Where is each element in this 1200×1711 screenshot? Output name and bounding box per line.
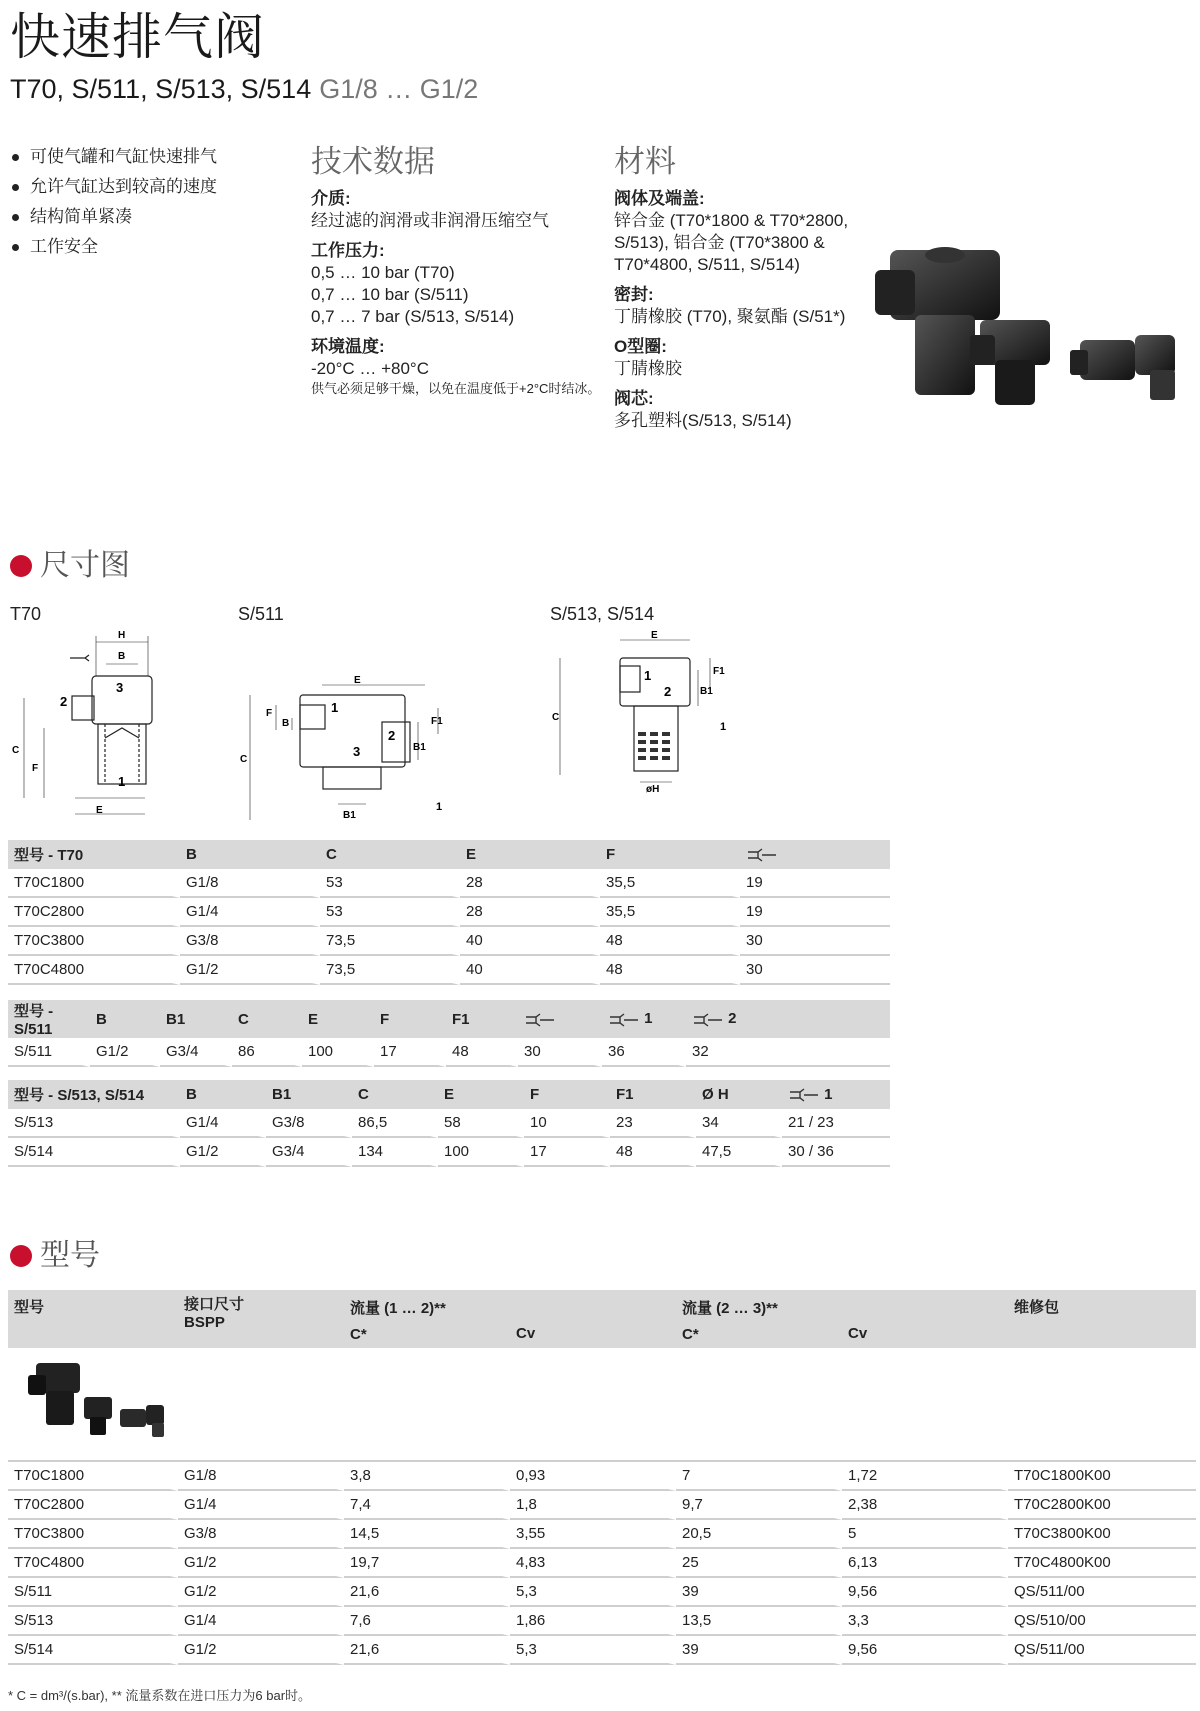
svg-text:E: E [96,805,103,816]
table-cell: 30 [740,956,890,985]
models-rows [8,1462,1196,1665]
product-image-cell [8,1348,1196,1462]
table-cell: 1,8 [510,1491,676,1520]
col-header: B1 [160,1000,232,1038]
svg-text:B: B [282,718,290,729]
table-cell: 86 [232,1038,302,1067]
c-label: C* [350,1326,367,1343]
table-row [8,869,890,898]
table-cell: S/511 [8,1578,178,1607]
svg-text:1: 1 [436,801,443,813]
table-cell: 10 [524,1109,610,1138]
table-cell: 17 [524,1138,610,1167]
material-specs [614,188,874,432]
body-value: S/513), 铝合金 (T70*3800 & [614,233,825,252]
table-row [8,898,890,927]
wrench-suffix: 1 [824,1085,833,1103]
table-cell: 14,5 [344,1520,510,1549]
table-cell: 7 [676,1462,842,1491]
table-cell: 39 [676,1578,842,1607]
svg-text:B: B [118,651,126,662]
table-cell: 25 [676,1549,842,1578]
table-cell: 86,5 [352,1109,438,1138]
table-cell: 19,7 [344,1549,510,1578]
table-cell: 5 [842,1520,1008,1549]
wrench-suffix: 2 [728,1010,737,1028]
col-header: Cv [510,1290,676,1348]
col-header: B [90,1000,160,1038]
table-cell: 9,56 [842,1636,1008,1665]
svg-text:3: 3 [116,680,124,695]
table-cell: G3/8 [180,927,320,956]
flow12-label: 流量 (1 … 2)** [350,1300,446,1317]
table-cell: 9,7 [676,1491,842,1520]
table-cell: S/514 [8,1138,180,1167]
subtitle-models: T70, S/511, S/513, S/514 [10,74,312,104]
col-header: C [352,1080,438,1109]
wrench-suffix: 1 [644,1010,653,1028]
table-cell: 21,6 [344,1578,510,1607]
s513-dimension-table [8,1080,890,1167]
table-cell: 13,5 [676,1607,842,1636]
table-cell: G3/4 [266,1138,352,1167]
wrench-icon [746,847,778,863]
c-label: C* [682,1326,699,1343]
table-cell: 19 [740,869,890,898]
table-row [8,1109,890,1138]
table-row [8,1578,1196,1607]
subtitle-sizes: G1/8 … G1/2 [319,74,479,104]
section-bullet-icon [10,555,32,577]
table-cell: S/513 [8,1109,180,1138]
table-cell: 3,8 [344,1462,510,1491]
table-cell: S/513 [8,1607,178,1636]
material-heading: 材料 [614,144,676,179]
flow23-label: 流量 (2 … 3)** [682,1300,778,1317]
table-cell: G1/2 [178,1549,344,1578]
table-cell: 47,5 [696,1138,782,1167]
table-row [8,956,890,985]
tech-specs [311,188,601,398]
feature-item: 允许气缸达到较高的速度 [10,172,217,202]
wrench-icon [524,1012,556,1028]
table-cell: 1,72 [842,1462,1008,1491]
oring-label: O型圈: [614,337,667,356]
page-subtitle [10,72,478,106]
product-photo [870,240,1190,430]
table-cell: T70C4800 [8,1549,178,1578]
table-cell: 100 [302,1038,374,1067]
table-cell: 48 [610,1138,696,1167]
table-cell: G1/2 [180,1138,266,1167]
seal-label: 密封: [614,285,654,304]
body-value: 锌合金 (T70*1800 & T70*2800, [614,211,849,230]
table-cell: 21,6 [344,1636,510,1665]
oring-value: 丁腈橡胶 [614,359,682,378]
drawing-label: T70 [10,604,42,624]
svg-text:1: 1 [118,774,126,789]
col-header-flow12 [344,1290,510,1348]
table-cell: T70C3800K00 [1008,1520,1196,1549]
table-cell: 0,93 [510,1462,676,1491]
col-header: C [232,1000,302,1038]
body-value: T70*4800, S/511, S/514) [614,255,800,274]
col-header: 型号 [8,1290,178,1348]
table-cell: 73,5 [320,927,460,956]
col-header: E [438,1080,524,1109]
col-header: 型号 - T70 [8,840,180,869]
footnote: * C = dm³/(s.bar), ** 流量系数在进口压力为6 bar时。 [8,1688,312,1703]
table-cell: 48 [600,927,740,956]
col-header-wrench [518,1000,602,1038]
temp-note: 供气必须足够干燥，以免在温度低于+2°C时结冰。 [311,381,601,396]
s513-rows [8,1109,890,1167]
table-cell: QS/510/00 [1008,1607,1196,1636]
table-row [8,1520,1196,1549]
table-cell: 40 [460,956,600,985]
seal-value: 丁腈橡胶 (T70), 聚氨酯 (S/51*) [614,307,846,326]
table-cell: G1/2 [90,1038,160,1067]
table-cell: G3/8 [266,1109,352,1138]
temp-value: -20°C … +80°C [311,359,430,378]
col-header-wrench [686,1000,890,1038]
svg-text:1: 1 [720,721,727,733]
svg-text:E: E [354,675,361,686]
table-cell: 19 [740,898,890,927]
col-header: F [374,1000,446,1038]
product-thumbnail [14,1357,174,1447]
table-cell: 73,5 [320,956,460,985]
table-cell: T70C1800K00 [1008,1462,1196,1491]
table-cell: G1/2 [178,1636,344,1665]
col-header: Ø H [696,1080,782,1109]
table-cell: T70C1800 [8,869,180,898]
table-cell: T70C4800 [8,956,180,985]
table-cell: 5,3 [510,1578,676,1607]
table-cell: 7,6 [344,1607,510,1636]
svg-text:1: 1 [331,700,339,715]
models-heading [10,1238,100,1274]
table-row [8,927,890,956]
table-cell: G1/2 [180,956,320,985]
svg-text:F1: F1 [431,716,443,727]
table-cell: G1/4 [180,1109,266,1138]
col-header: C [320,840,460,869]
medium-label: 介质: [311,189,351,208]
table-cell: 48 [446,1038,518,1067]
table-cell: 9,56 [842,1578,1008,1607]
s511-dimension-drawing [238,650,498,825]
table-cell: 30 [518,1038,602,1067]
table-cell: T70C3800 [8,1520,178,1549]
svg-text:1: 1 [644,668,652,683]
dimensions-heading-text: 尺寸图 [40,549,130,582]
table-cell: 28 [460,869,600,898]
table-cell: 3,3 [842,1607,1008,1636]
table-cell: T70C2800K00 [1008,1491,1196,1520]
col-header: E [460,840,600,869]
table-cell: T70C2800 [8,1491,178,1520]
table-row [8,1607,1196,1636]
table-cell: QS/511/00 [1008,1578,1196,1607]
svg-text:2: 2 [60,694,68,709]
svg-text:F: F [32,763,39,774]
table-cell: 17 [374,1038,446,1067]
table-cell: 100 [438,1138,524,1167]
table-cell: 1,86 [510,1607,676,1636]
col-header-flow23 [676,1290,842,1348]
t70-rows [8,869,890,985]
t70-dimension-table [8,840,890,985]
col-header-wrench [602,1000,686,1038]
svg-text:øH: øH [646,784,660,795]
table-cell: G3/8 [178,1520,344,1549]
col-header-port [178,1290,344,1348]
table-cell: 40 [460,927,600,956]
col-header: B [180,1080,266,1109]
col-header: B [180,840,320,869]
table-cell: 30 [740,927,890,956]
table-cell: T70C4800K00 [1008,1549,1196,1578]
col-header: 维修包 [1008,1290,1196,1348]
svg-text:F1: F1 [713,666,725,677]
pressure-label: 工作压力: [311,241,385,260]
table-cell: T70C1800 [8,1462,178,1491]
table-cell: 39 [676,1636,842,1665]
port-label: 接口尺寸 [184,1296,245,1313]
col-header: E [302,1000,374,1038]
table-cell: G3/4 [160,1038,232,1067]
table-cell: G1/4 [178,1607,344,1636]
s511-dimension-table [8,1000,890,1067]
port-sublabel: BSPP [184,1314,225,1331]
wrench-icon [608,1012,640,1028]
models-table [8,1290,1196,1665]
table-cell: QS/511/00 [1008,1636,1196,1665]
table-cell: 36 [602,1038,686,1067]
tech-heading: 技术数据 [311,144,435,179]
svg-text:B1: B1 [700,686,713,697]
svg-text:2: 2 [388,728,396,743]
pressure-value: 0,5 … 10 bar (T70) [311,263,455,282]
table-cell: 53 [320,869,460,898]
pressure-value: 0,7 … 10 bar (S/511) [311,285,469,304]
table-cell: 34 [696,1109,782,1138]
table-cell: 134 [352,1138,438,1167]
feature-item: 可使气罐和气缸快速排气 [10,142,217,172]
table-cell: 48 [600,956,740,985]
page-title: 快速排气阀 [10,9,265,65]
drawing-label: S/511 [238,604,284,624]
table-cell: 58 [438,1109,524,1138]
table-cell: G1/2 [178,1578,344,1607]
t70-dimension-drawing [10,628,180,833]
table-cell: G1/8 [178,1462,344,1491]
svg-text:H: H [118,630,126,641]
s511-rows [8,1038,890,1067]
core-label: 阀芯: [614,389,654,408]
table-cell: 23 [610,1109,696,1138]
svg-text:C: C [552,712,560,723]
table-cell: 4,83 [510,1549,676,1578]
svg-text:F: F [266,708,273,719]
svg-text:B1: B1 [413,742,426,753]
svg-text:B1: B1 [343,810,356,821]
table-cell: 6,13 [842,1549,1008,1578]
svg-text:C: C [240,754,248,765]
wrench-icon [788,1087,820,1103]
col-header-wrench [740,840,890,869]
table-row [8,1549,1196,1578]
table-cell: 20,5 [676,1520,842,1549]
svg-text:C: C [12,745,20,756]
table-cell: 3,55 [510,1520,676,1549]
drawing-label: S/513, S/514 [550,604,655,624]
wrench-icon [692,1012,724,1028]
medium-value: 经过滤的润滑或非润滑压缩空气 [311,211,549,230]
feature-item: 工作安全 [10,232,217,262]
table-cell: 21 / 23 [782,1109,890,1138]
col-header: F1 [446,1000,518,1038]
table-cell: G1/8 [180,869,320,898]
svg-text:3: 3 [353,744,361,759]
col-header: Cv [842,1290,1008,1348]
col-header: 型号 - S/511 [8,1000,90,1038]
svg-text:2: 2 [664,684,672,699]
s513-dimension-drawing [550,630,740,795]
col-header-wrench [782,1080,890,1109]
temp-label: 环境温度: [311,337,385,356]
feature-item: 结构简单紧凑 [10,202,217,232]
table-cell: T70C2800 [8,898,180,927]
table-cell: 32 [686,1038,890,1067]
body-label: 阀体及端盖: [614,189,705,208]
section-bullet-icon [10,1245,32,1267]
col-header: B1 [266,1080,352,1109]
table-row [8,1491,1196,1520]
pressure-value: 0,7 … 7 bar (S/513, S/514) [311,307,515,326]
svg-text:E: E [651,630,658,641]
col-header: F1 [610,1080,696,1109]
table-cell: 2,38 [842,1491,1008,1520]
models-heading-text: 型号 [40,1239,100,1272]
table-row [8,1138,890,1167]
table-cell: T70C3800 [8,927,180,956]
table-cell: 35,5 [600,869,740,898]
table-cell: S/511 [8,1038,90,1067]
col-header: F [524,1080,610,1109]
table-cell: 53 [320,898,460,927]
table-cell: 28 [460,898,600,927]
table-row [8,1462,1196,1491]
table-cell: 30 / 36 [782,1138,890,1167]
table-row [8,1636,1196,1665]
table-cell: 7,4 [344,1491,510,1520]
table-cell: G1/4 [178,1491,344,1520]
table-cell: G1/4 [180,898,320,927]
table-cell: S/514 [8,1636,178,1665]
col-header: 型号 - S/513, S/514 [8,1080,180,1109]
dimensions-heading [10,548,130,584]
feature-list [10,142,217,262]
core-value: 多孔塑料(S/513, S/514) [614,411,792,430]
table-row [8,1038,890,1067]
table-cell: 35,5 [600,898,740,927]
col-header: F [600,840,740,869]
table-cell: 5,3 [510,1636,676,1665]
